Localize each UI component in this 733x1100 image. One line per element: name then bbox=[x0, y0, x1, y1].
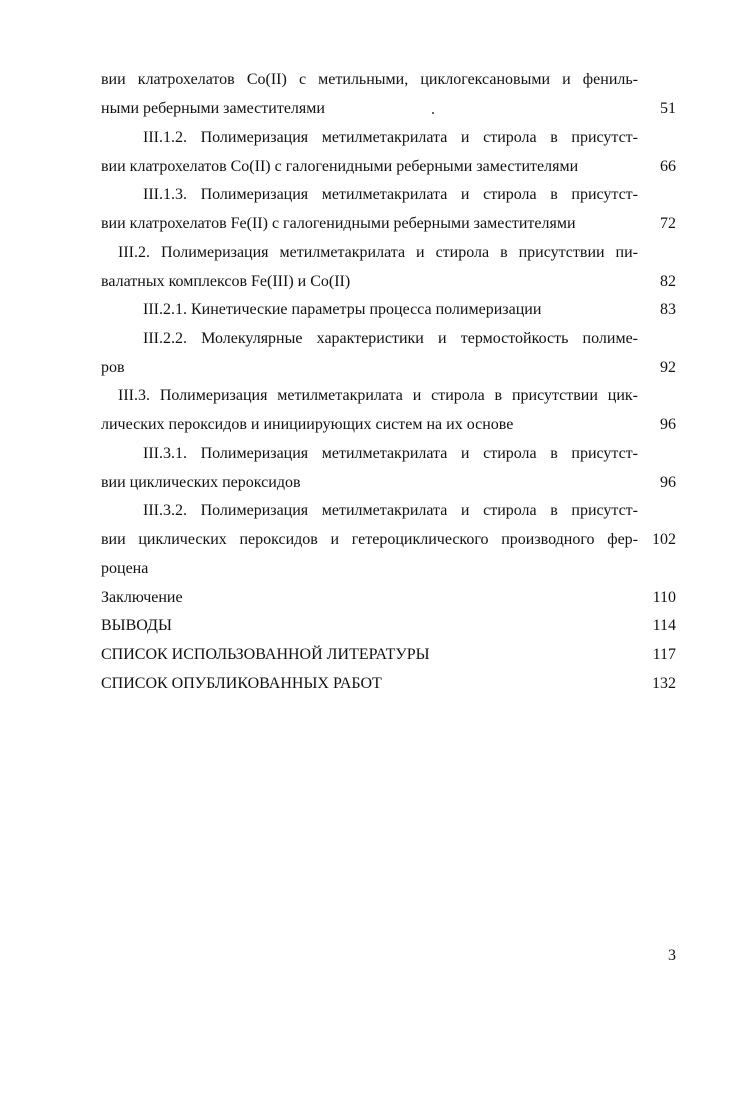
stray-dot bbox=[432, 112, 434, 114]
toc-entry-line: ров bbox=[101, 359, 125, 376]
toc-entry-line: вии клатрохелатов Fe(II) с галогенидными реберными заместителями bbox=[101, 215, 576, 232]
toc-page-number: 114 bbox=[652, 617, 676, 634]
toc-entry-line: ными реберными заместителями bbox=[101, 100, 325, 117]
toc-entry-line: III.2. Полимеризация метилметакрилата и стирола в присутствии пи- bbox=[118, 244, 638, 261]
toc-entry-line: вии циклических пероксидов и гетероциклического производного фер- bbox=[101, 531, 638, 548]
toc-page-number: 96 bbox=[660, 416, 676, 433]
toc-page-number: 83 bbox=[660, 301, 676, 318]
toc-entry-line: III.3. Полимеризация метилметакрилата и стирола в присутствии цик- bbox=[118, 387, 638, 404]
toc-page-number: 96 bbox=[660, 474, 676, 491]
toc-entry-line: лических пероксидов и инициирующих систем на их основе bbox=[101, 416, 514, 433]
toc-entry-line: вии клатрохелатов Co(II) с галогенидными реберными заместителями bbox=[101, 158, 579, 175]
toc-entry-line: III.3.1. Полимеризация метилметакрилата и стирола в присутст- bbox=[143, 445, 638, 462]
toc-entry-line: валатных комплексов Fe(III) и Co(II) bbox=[101, 273, 351, 290]
toc-page-number: 132 bbox=[652, 675, 676, 692]
toc-page-number: 66 bbox=[660, 158, 676, 175]
toc-entry-line: Заключение bbox=[101, 589, 183, 606]
toc-entry-line: роцена bbox=[101, 560, 149, 577]
toc-entry-line: СПИСОК ИСПОЛЬЗОВАННОЙ ЛИТЕРАТУРЫ bbox=[101, 646, 430, 663]
toc-entry-line: III.2.1. Кинетические параметры процесса полимеризации bbox=[143, 301, 542, 318]
toc-entry-line: ВЫВОДЫ bbox=[101, 617, 172, 634]
toc-entry-line: вии клатрохелатов Co(II) с метильными, циклогексановыми и фениль- bbox=[101, 71, 638, 88]
toc-entry-line: III.2.2. Молекулярные характеристики и термостойкость полиме- bbox=[143, 330, 638, 347]
toc-page-number: 117 bbox=[652, 646, 676, 663]
toc-entry-line: СПИСОК ОПУБЛИКОВАННЫХ РАБОТ bbox=[101, 675, 382, 692]
toc-page-number: 82 bbox=[660, 273, 676, 290]
toc-page-number: 102 bbox=[652, 531, 676, 548]
page-number: 3 bbox=[668, 947, 676, 964]
toc-page-number: 92 bbox=[660, 359, 676, 376]
toc-entry-line: III.1.2. Полимеризация метилметакрилата и стирола в присутст- bbox=[143, 129, 638, 146]
toc-page-number: 51 bbox=[660, 100, 676, 117]
toc-entry-line: III.1.3. Полимеризация метилметакрилата и стирола в присутст- bbox=[143, 186, 638, 203]
toc-page-number: 72 bbox=[660, 215, 676, 232]
toc-entry-line: вии циклических пероксидов bbox=[101, 474, 301, 491]
toc-page-number: 110 bbox=[652, 589, 676, 606]
toc-entry-line: III.3.2. Полимеризация метилметакрилата и стирола в присутст- bbox=[143, 502, 638, 519]
